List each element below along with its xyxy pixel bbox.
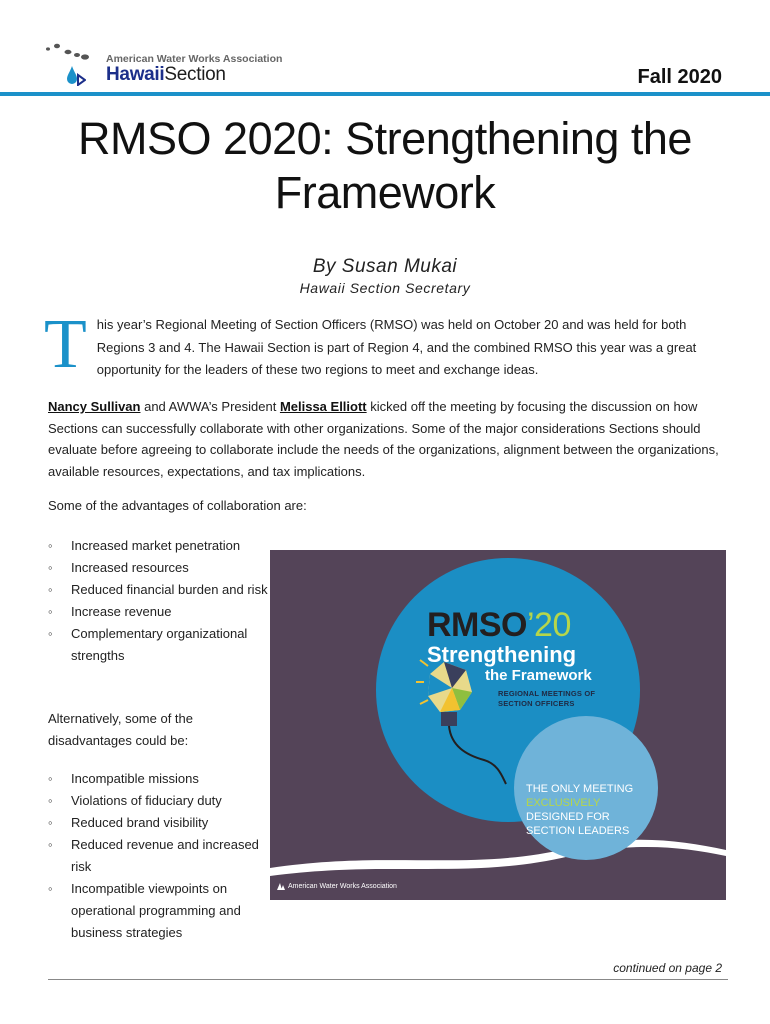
- list-item: ◦ Reduced revenue and increased risk: [48, 834, 268, 878]
- section-name-bold: Hawaii: [106, 64, 165, 85]
- promo-strengthening: Strengthening: [427, 642, 577, 667]
- paragraph-2-rest: kicked off the meeting by focusing the discussion on how Sections can successfully collaborate with other organizations. Some of the major considerations Sections should evaluate before agreeing to collaborate include the needs of the organizations, alignment between the organizations, available resources, expectations, and tax implications.: [48, 399, 719, 479]
- promo-footer: American Water Works Association: [288, 883, 397, 890]
- section-name-rest: Section: [164, 64, 226, 85]
- disadvantages-intro: Alternatively, some of the disadvantages could be:: [48, 711, 193, 748]
- list-item: ◦ Increased resources: [48, 557, 268, 579]
- promo-graphic: [270, 550, 726, 900]
- list-item: ◦ Incompatible missions: [48, 768, 268, 790]
- intro-paragraph: [44, 306, 728, 383]
- list-item: ◦ Increased market penetration: [48, 535, 268, 557]
- advantages-list: [48, 535, 268, 667]
- advantages-intro: Some of the advantages of collaboration are:: [48, 498, 307, 513]
- promo-rmso: [427, 606, 571, 645]
- org-name: American Water Works Association: [106, 53, 283, 65]
- hawaiian-islands-icon: [44, 40, 104, 66]
- drop-cap: T: [44, 306, 87, 383]
- promo-rmso-text: RMSO: [427, 606, 527, 644]
- promo-year: ’20: [527, 606, 571, 644]
- promo-subtitle: REGIONAL MEETINGS OF SECTION OFFICERS: [498, 689, 596, 708]
- section-name: [106, 64, 226, 86]
- promo-framework: the Framework: [485, 667, 592, 684]
- water-drop-icon: [66, 64, 86, 86]
- footer-divider: [48, 979, 728, 980]
- tagline-line-1: THE ONLY MEETING: [526, 783, 634, 795]
- rmso-promo-image: [270, 550, 726, 900]
- page-header: [0, 0, 770, 96]
- person-name-1: Nancy Sullivan: [48, 399, 141, 414]
- list-item: ◦ Reduced brand visibility: [48, 812, 268, 834]
- issue-label: Fall 2020: [637, 66, 722, 88]
- list-item: ◦ Incompatible viewpoints on operational programming and business strategies: [48, 878, 268, 944]
- article-byline: By Susan Mukai: [312, 256, 458, 277]
- list-item: ◦ Increase revenue: [48, 601, 268, 623]
- tagline-line-4: SECTION LEADERS: [526, 825, 630, 837]
- tagline-line-3: DESIGNED FOR: [526, 811, 610, 823]
- list-item: ◦ Reduced financial burden and risk: [48, 579, 268, 601]
- tagline-line-2: EXCLUSIVELY: [526, 797, 601, 809]
- promo-tagline: [526, 782, 656, 838]
- awwa-hawaii-logo: [44, 40, 284, 90]
- paragraph-2: [48, 396, 728, 482]
- continued-note: continued on page 2: [613, 961, 722, 975]
- intro-text: his year’s Regional Meeting of Section Officers (RMSO) was held on October 20 and was held for both Regions 3 and 4. The Hawaii Section is part of Region 4, and the combined RMSO this year was a great opportunity for the leaders of these two regions to meet and exchange ideas.: [96, 317, 697, 377]
- list-item: ◦ Violations of fiduciary duty: [48, 790, 268, 812]
- header-divider: [0, 92, 770, 96]
- list-item: ◦ Complementary organizational strengths: [48, 623, 268, 667]
- awwa-logo-icon: [276, 881, 286, 891]
- disadvantages-list: [48, 768, 268, 944]
- article-title: RMSO 2020: Strengthening the Framework: [78, 113, 692, 218]
- paragraph-2-mid: and AWWA’s President: [140, 399, 280, 414]
- person-name-2: Melissa Elliott: [279, 399, 367, 414]
- author-role: Hawaii Section Secretary: [299, 280, 471, 296]
